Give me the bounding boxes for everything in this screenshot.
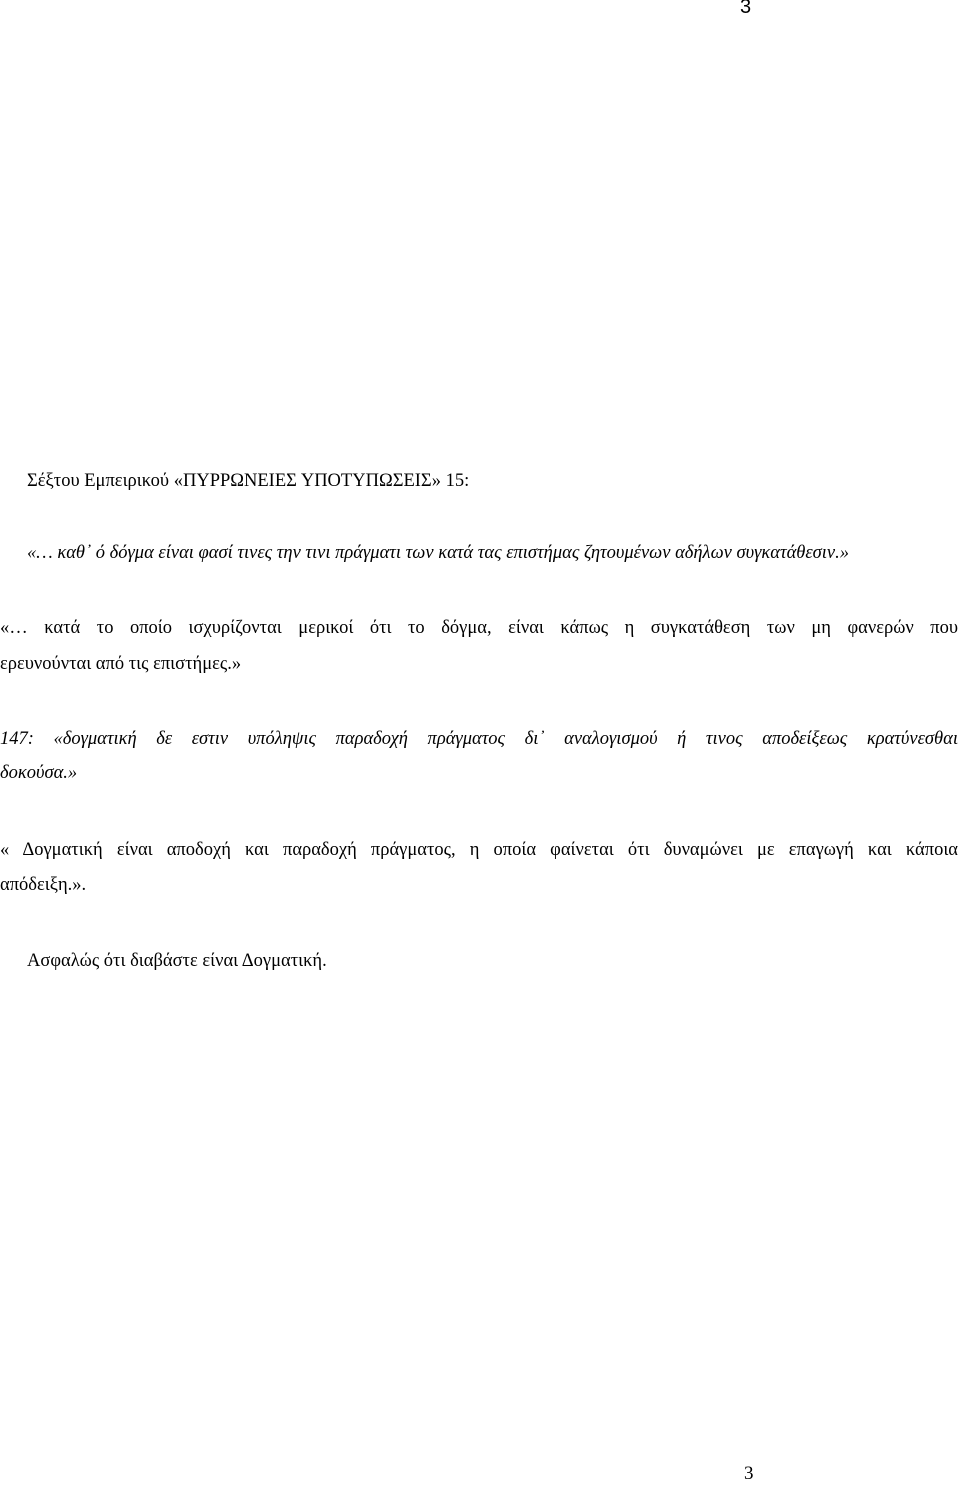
- translation-147-line-2: απόδειξη.».: [0, 875, 87, 895]
- page-number-top: 3: [740, 0, 752, 18]
- ancient-quote-147-line-2: δοκούσα.»: [0, 763, 78, 783]
- translation-147-line-1: « Δογματική είναι αποδοχή και παραδοχή πράγματος, η οποία φαίνεται ότι δυναμώνει με επαγωγή και κάποια: [0, 840, 958, 860]
- page-number-bottom: 3: [744, 1463, 754, 1484]
- section-heading: Σέξτου Εμπειρικού «ΠΥΡΡΩΝΕΙΕΣ ΥΠΟΤΥΠΩΣΕΙΣ» 15:: [27, 471, 470, 491]
- closing-statement: Ασφαλώς ότι διαβάστε είναι Δογματική.: [27, 951, 327, 971]
- translation-15-line-1: «… κατά το οποίο ισχυρίζονται μερικοί ότι το δόγμα, είναι κάπως η συγκατάθεση των μη φανερών που: [0, 618, 958, 638]
- translation-15-line-2: ερευνούνται από τις επιστήμες.»: [0, 654, 242, 674]
- ancient-quote-15: «… καθ᾽ ό δόγμα είναι φασί τινες την τινι πράγματι των κατά τας επιστήμας ζητουμένων αδήλων συγκατάθεσιν.»: [27, 543, 850, 563]
- ancient-quote-147-line-1: 147: «δογματική δε εστιν υπόληψις παραδοχή πράγματος δι᾽ αναλογισμού ή τινος αποδείξεως κρατύνεσθαι: [0, 729, 958, 749]
